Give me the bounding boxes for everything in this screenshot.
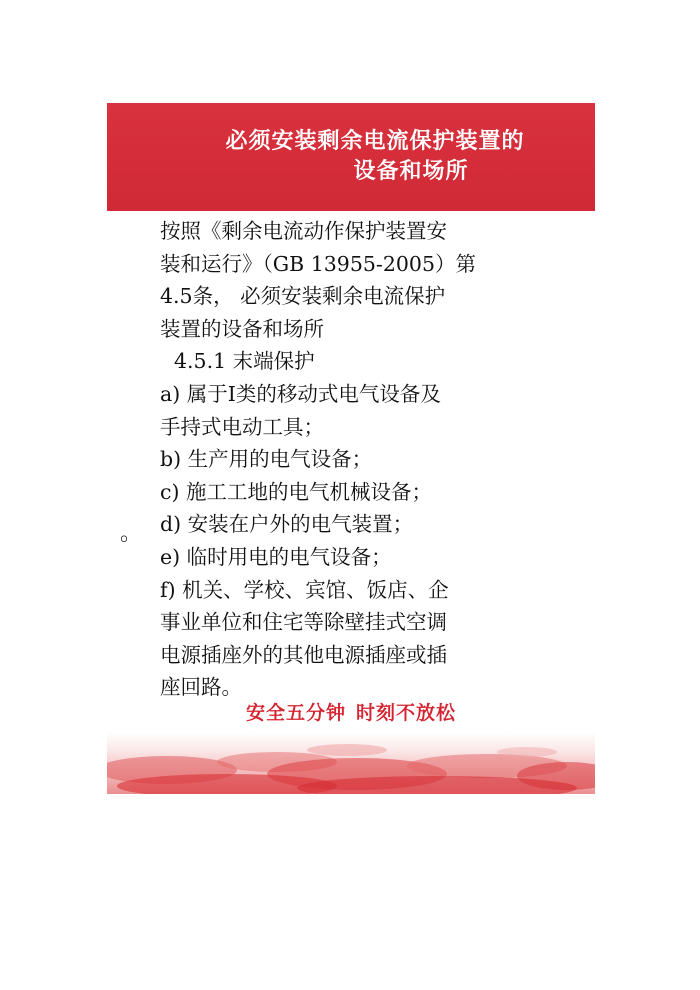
decorative-band <box>107 732 595 794</box>
list-item: c) 施工工地的电气机械设备； <box>160 479 432 504</box>
title-line-2: 设备和场所 <box>353 159 469 184</box>
slogan-part-1: 安全五分钟 <box>245 702 346 724</box>
section-heading: 4.5.1 末端保护 <box>174 349 315 374</box>
slogan-part-2: 时刻不放松 <box>356 702 457 724</box>
title-banner <box>107 103 595 211</box>
list-item-continued: 电源插座外的其他电源插座或插 <box>160 642 447 667</box>
brush-texture-image <box>107 732 595 794</box>
list-item-continued: 事业单位和住宅等除壁挂式空调 <box>160 610 447 635</box>
list-item: d) 安装在户外的电气装置； <box>160 512 414 537</box>
list-item: e) 临时用电的电气设备； <box>160 544 392 569</box>
list-item: a) 属于Ⅰ类的移动式电气设备及 <box>160 381 441 406</box>
list-item: f) 机关、学校、宾馆、饭店、企 <box>160 577 449 602</box>
body-line: 4.5条， 必须安装剩余电流保护 <box>160 284 446 309</box>
body-line: 装和运行》（GB 13955-2005）第 <box>160 251 477 276</box>
list-item-continued: 座回路。 <box>160 675 242 700</box>
body-text <box>160 215 535 704</box>
safety-slogan <box>107 698 595 725</box>
body-line: 按照《剩余电流动作保护装置安 <box>160 219 447 243</box>
list-item: b) 生产用的电气设备； <box>160 447 373 472</box>
title-line-1: 必须安装剩余电流保护装置的 <box>225 129 525 154</box>
list-item-continued: 手持式电动工具； <box>160 414 324 439</box>
body-line: 装置的设备和场所 <box>160 316 324 341</box>
margin-mark: 。 <box>120 521 143 546</box>
